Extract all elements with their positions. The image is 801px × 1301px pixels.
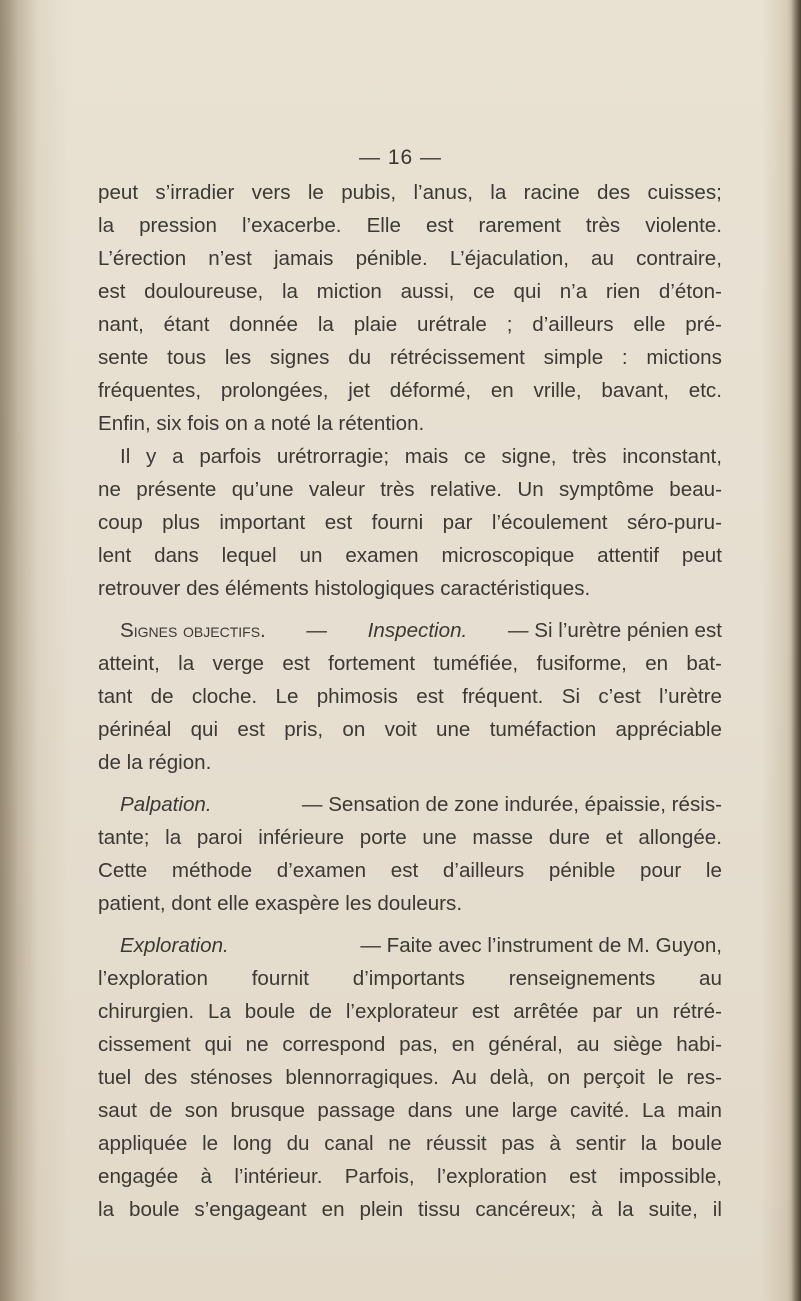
word: peut bbox=[681, 544, 722, 567]
text-segment: — Si l’urètre pénien est bbox=[502, 619, 722, 642]
word: de bbox=[149, 1099, 173, 1122]
word: une bbox=[464, 1099, 500, 1122]
word: tant bbox=[98, 685, 133, 708]
text-line-l01 bbox=[98, 176, 722, 209]
word: plein bbox=[359, 1198, 404, 1221]
word: La bbox=[641, 1099, 665, 1122]
word: d’éton- bbox=[658, 280, 722, 303]
word: fourni bbox=[371, 511, 424, 534]
word: les bbox=[224, 346, 252, 369]
word: est bbox=[416, 685, 444, 708]
word: le bbox=[705, 859, 722, 882]
text-line-l10 bbox=[98, 473, 722, 506]
text-line-l30 bbox=[98, 1160, 722, 1193]
word: d’examen bbox=[276, 859, 367, 882]
word: qui bbox=[204, 1033, 232, 1056]
word: qui bbox=[513, 280, 542, 303]
word: jet bbox=[348, 379, 370, 402]
word: ne bbox=[98, 478, 121, 501]
text-segment: Enfin, six fois on a noté la rétention. bbox=[98, 412, 425, 435]
word: par bbox=[442, 511, 473, 534]
word: n’est bbox=[208, 247, 252, 270]
word: dans bbox=[407, 1099, 453, 1122]
word: pas, bbox=[399, 1033, 439, 1056]
word: tous bbox=[167, 346, 207, 369]
text-line-l15 bbox=[98, 647, 722, 680]
word: le bbox=[657, 1066, 674, 1089]
word: renseignements bbox=[508, 967, 656, 990]
word: pubis, bbox=[341, 181, 397, 204]
word: jamais bbox=[273, 247, 334, 270]
body-text bbox=[98, 176, 722, 1226]
word: fusiforme, bbox=[536, 652, 627, 675]
word: boule bbox=[671, 1132, 722, 1155]
word: fortement bbox=[328, 652, 416, 675]
text-line-l24 bbox=[98, 962, 722, 995]
word: pression bbox=[139, 214, 217, 237]
word: la bbox=[98, 1198, 115, 1221]
word: urétrorragie; bbox=[276, 445, 390, 468]
word: main bbox=[677, 1099, 722, 1122]
text-line-l19 bbox=[98, 788, 722, 821]
word: correspond bbox=[282, 1033, 386, 1056]
word: au bbox=[576, 1033, 600, 1056]
word: l’anus, bbox=[413, 181, 473, 204]
word: vrille, bbox=[533, 379, 582, 402]
word: atteint, bbox=[98, 652, 160, 675]
word: pour bbox=[640, 859, 682, 882]
text-line-l13 bbox=[98, 572, 722, 605]
word: : bbox=[621, 346, 628, 369]
word: rien bbox=[605, 280, 641, 303]
word: passage bbox=[317, 1099, 396, 1122]
word: cloche. bbox=[191, 685, 258, 708]
word: général, bbox=[488, 1033, 563, 1056]
word: appréciable bbox=[615, 718, 722, 741]
text-line-l22 bbox=[98, 887, 722, 920]
word: ne bbox=[245, 1033, 269, 1056]
word: à bbox=[200, 1165, 212, 1188]
word: du bbox=[286, 1132, 310, 1155]
word: étant bbox=[163, 313, 210, 336]
word: de bbox=[309, 1000, 332, 1023]
word: est bbox=[471, 1000, 500, 1023]
text-line-l18 bbox=[98, 746, 722, 779]
word: cancéreux; bbox=[475, 1198, 577, 1221]
word: miction bbox=[316, 280, 382, 303]
text-segment: — Faite avec l’instrument de M. Guyon, bbox=[354, 934, 722, 957]
word: canal bbox=[324, 1132, 374, 1155]
word: au bbox=[699, 967, 722, 990]
word: coup bbox=[98, 511, 143, 534]
word: est bbox=[324, 511, 353, 534]
word: dure bbox=[548, 826, 590, 849]
word: d’ailleurs bbox=[532, 313, 614, 336]
word: au bbox=[591, 247, 614, 270]
word: saut bbox=[98, 1099, 137, 1122]
word: long bbox=[232, 1132, 272, 1155]
text-line-l16 bbox=[98, 680, 722, 713]
word: lent bbox=[98, 544, 132, 567]
word: le bbox=[307, 181, 324, 204]
text-line-l28 bbox=[98, 1094, 722, 1127]
word: et bbox=[605, 826, 623, 849]
word: aussi, bbox=[400, 280, 455, 303]
word: pas bbox=[501, 1132, 535, 1155]
word: bat- bbox=[686, 652, 722, 675]
word: très bbox=[380, 478, 415, 501]
word: cuisses; bbox=[647, 181, 722, 204]
word: cissement bbox=[98, 1033, 191, 1056]
word: tuméfaction bbox=[489, 718, 597, 741]
word: donnée bbox=[229, 313, 299, 336]
text-segment: Signes objectifs. bbox=[120, 619, 266, 642]
word: Elle bbox=[366, 214, 401, 237]
word: engagée bbox=[98, 1165, 179, 1188]
word: sténoses bbox=[190, 1066, 273, 1089]
word: Il bbox=[120, 445, 131, 468]
page-number: — 16 — bbox=[358, 146, 443, 169]
word: rétrécissement bbox=[389, 346, 525, 369]
word: appliquée bbox=[98, 1132, 188, 1155]
word: à bbox=[549, 1132, 561, 1155]
text-segment: Exploration. bbox=[120, 934, 229, 957]
paragraph-gap bbox=[98, 605, 722, 614]
word: d’importants bbox=[352, 967, 465, 990]
word: verge bbox=[212, 652, 264, 675]
text-line-l04 bbox=[98, 275, 722, 308]
word: contraire, bbox=[636, 247, 722, 270]
word: en bbox=[645, 652, 669, 675]
word: il bbox=[712, 1198, 722, 1221]
word: l’exacerbe. bbox=[241, 214, 342, 237]
word: microscopique bbox=[441, 544, 575, 567]
word: une bbox=[436, 718, 471, 741]
word: par bbox=[592, 1000, 623, 1023]
text-line-l26 bbox=[98, 1028, 722, 1061]
word: porte bbox=[359, 826, 407, 849]
word: signes bbox=[269, 346, 330, 369]
word: peut bbox=[98, 181, 139, 204]
text-line-l03 bbox=[98, 242, 722, 275]
word: pénible. bbox=[355, 247, 428, 270]
word: réussit bbox=[425, 1132, 487, 1155]
word: pré- bbox=[685, 313, 722, 336]
word: fréquentes, bbox=[98, 379, 202, 402]
word: est bbox=[237, 718, 265, 741]
page-edge bbox=[791, 0, 801, 1301]
text-line-l25 bbox=[98, 995, 722, 1028]
word: a bbox=[172, 445, 184, 468]
word: est bbox=[98, 280, 126, 303]
word: parfois bbox=[199, 445, 262, 468]
word: urétrale bbox=[417, 313, 487, 336]
word: périnéal bbox=[98, 718, 172, 741]
word: tuméfiée, bbox=[433, 652, 519, 675]
text-segment: patient, dont elle exaspère les douleurs. bbox=[98, 892, 463, 915]
word: séro-puru- bbox=[626, 511, 722, 534]
text-line-l31 bbox=[98, 1193, 722, 1226]
word: delà, bbox=[489, 1066, 535, 1089]
text-segment: Palpation. bbox=[120, 793, 212, 816]
word: la bbox=[281, 280, 298, 303]
word: mictions bbox=[646, 346, 722, 369]
word: boule bbox=[244, 1000, 296, 1023]
word: très bbox=[572, 445, 607, 468]
word: une bbox=[422, 826, 457, 849]
text-segment: Inspection. bbox=[367, 619, 468, 642]
word: rarement bbox=[478, 214, 561, 237]
text-line-l27 bbox=[98, 1061, 722, 1094]
word: un bbox=[635, 1000, 659, 1023]
word: elle bbox=[633, 313, 666, 336]
word: fournit bbox=[251, 967, 309, 990]
word: boule bbox=[129, 1198, 180, 1221]
text-line-l08 bbox=[98, 407, 722, 440]
word: masse bbox=[472, 826, 534, 849]
text-line-l09 bbox=[98, 440, 722, 473]
word: La bbox=[208, 1000, 231, 1023]
word: suite, bbox=[648, 1198, 698, 1221]
word: cavité. bbox=[569, 1099, 630, 1122]
word: la bbox=[317, 313, 334, 336]
word: bavant, bbox=[601, 379, 669, 402]
word: son bbox=[184, 1099, 219, 1122]
text-line-l23 bbox=[98, 929, 722, 962]
word: violente. bbox=[645, 214, 722, 237]
word: mais bbox=[404, 445, 449, 468]
word: Cette bbox=[98, 859, 148, 882]
text-line-l12 bbox=[98, 539, 722, 572]
word: la bbox=[617, 1198, 634, 1221]
word: voit bbox=[384, 718, 417, 741]
word: sente bbox=[98, 346, 149, 369]
word: allongée. bbox=[638, 826, 722, 849]
paragraph-gap bbox=[98, 779, 722, 788]
text-segment: — Sensation de zone indurée, épaissie, résis- bbox=[296, 793, 722, 816]
word: phimosis bbox=[316, 685, 398, 708]
spine-shadow bbox=[0, 0, 38, 1301]
word: la bbox=[178, 652, 195, 675]
text-segment: retrouver des éléments histologiques caractéristiques. bbox=[98, 577, 591, 600]
word: y bbox=[146, 445, 157, 468]
word: pénible bbox=[548, 859, 616, 882]
word: simple bbox=[543, 346, 604, 369]
text-line-l20 bbox=[98, 821, 722, 854]
word: dans bbox=[154, 544, 199, 567]
word: arrêtée bbox=[513, 1000, 579, 1023]
text-line-l29 bbox=[98, 1127, 722, 1160]
word: on bbox=[342, 718, 366, 741]
text-segment: de la région. bbox=[98, 751, 212, 774]
word: siège bbox=[613, 1033, 663, 1056]
word: plus bbox=[162, 511, 200, 534]
word: déformé, bbox=[389, 379, 472, 402]
word: valeur bbox=[308, 478, 365, 501]
word: douloureuse, bbox=[144, 280, 264, 303]
word: l’exploration bbox=[436, 1165, 547, 1188]
word: tuel bbox=[98, 1066, 132, 1089]
word: la bbox=[98, 214, 115, 237]
word: qui bbox=[190, 718, 219, 741]
word: à bbox=[591, 1198, 603, 1221]
word: symptôme bbox=[558, 478, 654, 501]
word: en bbox=[490, 379, 514, 402]
word: important bbox=[219, 511, 306, 534]
word: vers bbox=[251, 181, 291, 204]
word: tissu bbox=[418, 1198, 461, 1221]
word: l’écoulement bbox=[491, 511, 608, 534]
word: racine bbox=[523, 181, 580, 204]
word: très bbox=[585, 214, 621, 237]
word: la bbox=[165, 826, 182, 849]
word: res- bbox=[686, 1066, 722, 1089]
word: d’ailleurs bbox=[442, 859, 525, 882]
word: méthode bbox=[171, 859, 253, 882]
text-segment: — bbox=[300, 619, 333, 642]
word: ce bbox=[464, 445, 486, 468]
word: L’éjaculation, bbox=[449, 247, 569, 270]
word: attentif bbox=[597, 544, 659, 567]
word: ne bbox=[388, 1132, 412, 1155]
word: Au bbox=[451, 1066, 477, 1089]
text-line-l02 bbox=[98, 209, 722, 242]
word: est bbox=[569, 1165, 597, 1188]
word: examen bbox=[345, 544, 419, 567]
word: de bbox=[150, 685, 174, 708]
word: fréquent. bbox=[462, 685, 544, 708]
word: le bbox=[202, 1132, 219, 1155]
word: la bbox=[490, 181, 507, 204]
word: habi- bbox=[676, 1033, 722, 1056]
word: présente bbox=[136, 478, 217, 501]
word: est bbox=[425, 214, 454, 237]
word: est bbox=[282, 652, 310, 675]
word: des bbox=[597, 181, 631, 204]
word: large bbox=[511, 1099, 558, 1122]
word: beau- bbox=[669, 478, 722, 501]
word: blennorragiques. bbox=[285, 1066, 439, 1089]
word: n’a bbox=[559, 280, 588, 303]
word: l’explorateur bbox=[345, 1000, 459, 1023]
word: en bbox=[321, 1198, 345, 1221]
word: un bbox=[299, 544, 323, 567]
word: des bbox=[144, 1066, 178, 1089]
word: etc. bbox=[688, 379, 722, 402]
word: du bbox=[348, 346, 372, 369]
word: l’urètre bbox=[659, 685, 722, 708]
word: en bbox=[451, 1033, 475, 1056]
word: paroi bbox=[196, 826, 243, 849]
text-line-l06 bbox=[98, 341, 722, 374]
word: c’est bbox=[598, 685, 641, 708]
word: qu’une bbox=[231, 478, 294, 501]
word: inférieure bbox=[258, 826, 345, 849]
word: s’engageant bbox=[194, 1198, 307, 1221]
text-line-l17 bbox=[98, 713, 722, 746]
word: Le bbox=[275, 685, 299, 708]
word: impossible, bbox=[618, 1165, 722, 1188]
word: rétré- bbox=[672, 1000, 722, 1023]
word: nant, bbox=[98, 313, 144, 336]
text-line-l14 bbox=[98, 614, 722, 647]
word: chirurgien. bbox=[98, 1000, 195, 1023]
word: sentir bbox=[575, 1132, 626, 1155]
word: relative. bbox=[429, 478, 503, 501]
text-line-l11 bbox=[98, 506, 722, 539]
word: prolongées, bbox=[220, 379, 329, 402]
word: est bbox=[390, 859, 419, 882]
word: perçoit bbox=[583, 1066, 645, 1089]
word: l’exploration bbox=[98, 967, 208, 990]
word: brusque bbox=[230, 1099, 305, 1122]
word: on bbox=[547, 1066, 571, 1089]
text-line-l05 bbox=[98, 308, 722, 341]
word: s’irradier bbox=[155, 181, 235, 204]
word: signe, bbox=[501, 445, 557, 468]
word: Un bbox=[517, 478, 544, 501]
word: ce bbox=[473, 280, 495, 303]
paragraph-gap bbox=[98, 920, 722, 929]
word: inconstant, bbox=[622, 445, 722, 468]
word: Si bbox=[561, 685, 581, 708]
word: tante; bbox=[98, 826, 150, 849]
word: pris, bbox=[284, 718, 324, 741]
text-line-l21 bbox=[98, 854, 722, 887]
word: L’érection bbox=[98, 247, 187, 270]
word: plaie bbox=[353, 313, 398, 336]
text-line-l07 bbox=[98, 374, 722, 407]
word: Parfois, bbox=[344, 1165, 415, 1188]
word: l’intérieur. bbox=[234, 1165, 323, 1188]
word: ; bbox=[506, 313, 513, 336]
word: la bbox=[640, 1132, 657, 1155]
word: lequel bbox=[221, 544, 277, 567]
